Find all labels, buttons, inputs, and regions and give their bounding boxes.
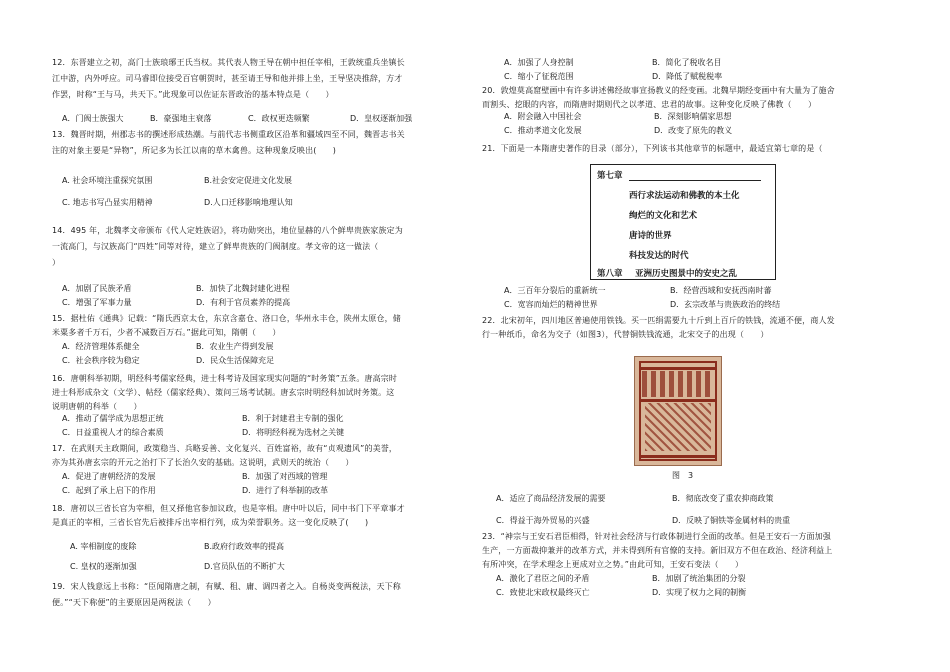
table-of-contents-figure — [590, 164, 776, 280]
q16-text-line: 说明唐朝的科举（ ） — [52, 402, 142, 411]
toc-chapter-7-label: 第七章 — [597, 171, 623, 181]
q15-option-c[interactable]: C．社会秩序较为稳定 — [62, 356, 140, 365]
q23-option-c[interactable]: C．致使北宋政权最终灭亡 — [496, 588, 590, 597]
q18-option-a[interactable]: A. 宰相制度的废除 — [70, 542, 137, 551]
q23-text-line: 有所冲突，在学术理念上更成对立之势。”由此可知，王安石变法（ ） — [482, 560, 744, 569]
q14-text-line: 一流高门，与汉族高门“四姓”同等对待，建立了鲜卑贵族的门阀制度。孝文帝的这一做法（ — [52, 242, 379, 251]
q21-option-d[interactable]: D．玄宗改革与贵族政治的终结 — [670, 300, 781, 309]
q17-text-line: 17．在武则天主政期间，政策稳当、兵略妥善、文化复兴、百姓富裕，故有“贞观遗风”的美誉， — [52, 444, 398, 453]
q12-option-c[interactable]: C．政权更迭频繁 — [248, 114, 310, 123]
figure-caption: 图 3 — [672, 471, 694, 480]
q16-option-a[interactable]: A．推动了儒学成为思想正统 — [62, 414, 164, 423]
q19-option-d[interactable]: D．降低了赋税税率 — [652, 72, 723, 81]
q14-option-d[interactable]: D．有利于官员素养的提高 — [196, 298, 291, 307]
q13-text-line: 13．魏晋时期，州郡志书的撰述形成热潮。与前代志书侧重政区沿革和疆域四至不同，魏晋志书关 — [52, 130, 405, 139]
q16-text-line: 16．唐朝科举初期，明经科考儒家经典，进士科考诗及国家现实问题的“时务策”五条。唐高宗时 — [52, 374, 398, 383]
toc-chapter-8-title: 亚洲历史图景中的安史之乱 — [635, 269, 738, 279]
q19-option-c[interactable]: C．缩小了征税范围 — [504, 72, 574, 81]
q14-option-a[interactable]: A．加剧了民族矛盾 — [62, 284, 132, 293]
toc-item: 绚烂的文化和艺术 — [629, 211, 698, 221]
q21-text-line: 21．下面是一本隋唐史著作的目录（部分），下列该书其他章节的标题中，最适宜第七章的是（ — [482, 144, 823, 153]
q14-option-c[interactable]: C．增强了军事力量 — [62, 298, 132, 307]
jiaozi-banknote-image — [634, 356, 722, 466]
q19-text-line: 便。”“天下称便”的主要原因是两税法（ ） — [52, 598, 216, 607]
q23-option-a[interactable]: A．激化了君臣之间的矛盾 — [496, 574, 590, 583]
q16-option-d[interactable]: D．将明经科视为选材之关键 — [242, 428, 345, 437]
q22-option-d[interactable]: D．反映了铜铁等金属材料的贵重 — [672, 516, 791, 525]
q20-option-d[interactable]: D．改变了原先的教义 — [654, 126, 733, 135]
q23-option-b[interactable]: B．加剧了统治集团的分裂 — [652, 574, 746, 583]
q19-option-a[interactable]: A．加强了人身控制 — [504, 58, 574, 67]
q17-text-line: 亦为其孙唐玄宗的开元之治打下了长治久安的基础。这说明，武则天的统治（ ） — [52, 458, 354, 467]
q23-text-line: 23．“神宗与王安石君臣相得，针对社会经济与行政体制进行全面的改革。但是王安石一方面加强 — [482, 532, 831, 541]
q13-option-d[interactable]: D.人口迁移影响地理认知 — [204, 198, 293, 207]
q20-text-line: 20．敦煌莫高窟壁画中有许多讲述佛经故事宣扬教义的经变画。北魏早期经变画中有大量为了施舍 — [482, 86, 835, 95]
q18-option-c[interactable]: C. 皇权的逐渐加强 — [70, 562, 137, 571]
q21-option-b[interactable]: B．经营西域和安抚西南时蕃 — [670, 286, 772, 295]
q12-option-d[interactable]: D．皇权逐渐加强 — [350, 114, 413, 123]
q12-text-line: 江中游，内外呼应。司马睿即位接受百官朝贺时，甚至请王导和他并排上坐，王导坚决推辞，方才 — [52, 74, 403, 83]
q17-option-c[interactable]: C．起到了承上启下的作用 — [62, 486, 156, 495]
q16-text-line: 进士科形成杂文（文学）、帖经（儒家经典）、策问三场考试制。唐玄宗时明经科加试时务策。这 — [52, 388, 395, 397]
q13-text-line: 注的对象主要是“异物”，所记多为长江以南的草木禽兽。这种现象反映出( ) — [52, 146, 337, 155]
q18-option-d[interactable]: D.官员队伍的不断扩大 — [204, 562, 285, 571]
q14-text-line: ） — [52, 258, 61, 267]
q15-option-a[interactable]: A．经济管理体系健全 — [62, 342, 140, 351]
q14-text-line: 14．495 年，北魏孝文帝颁布《代人定姓族诏》，将功勋突出，地位显赫的八个鲜卑贵族家族定为 — [52, 226, 403, 235]
q13-option-b[interactable]: B.社会安定促进文化发展 — [204, 176, 293, 185]
q22-text-line: 22．北宋初年，四川地区普遍使用铁钱。买一匹绢需要九十斤到上百斤的铁钱，流通不便，商人发 — [482, 316, 835, 325]
q20-text-line: 而割头、挖眼的内容，而隋唐时期则代之以孝道、忠君的故事。这种变化反映了佛教（ ） — [482, 100, 817, 109]
q22-option-a[interactable]: A．适应了商品经济发展的需要 — [496, 494, 606, 503]
q14-option-b[interactable]: B．加快了北魏封建化进程 — [196, 284, 290, 293]
q18-text-line: 18．唐初以三省长官为宰相，但又择他官参加议政，也是宰相。唐中叶以后，同中书门下平章事才 — [52, 504, 405, 513]
q19-text-line: 19．宋人钱意远上书称：“臣闻隋唐之制，有赋、租、庸、调四者之入。自杨炎变两税法，天下称 — [52, 582, 401, 591]
q12-text-line: 12．东晋建立之初，高门士族琅琊王氏当权。其代表人物王导在朝中担任宰相，王敦统重兵坐镇长 — [52, 58, 405, 67]
toc-item: 唐诗的世界 — [629, 231, 672, 241]
toc-blank-line — [629, 180, 761, 181]
q21-option-c[interactable]: C．宽容而灿烂的精神世界 — [504, 300, 598, 309]
q13-option-c[interactable]: C. 地志书写凸显实用精神 — [62, 198, 153, 207]
q17-option-d[interactable]: D．进行了科举制的改革 — [242, 486, 329, 495]
q16-option-c[interactable]: C．日益重视人才的综合素质 — [62, 428, 164, 437]
q17-option-b[interactable]: B．加强了对西域的管理 — [242, 472, 328, 481]
q22-text-line: 行一种纸币，命名为交子（如图3），代替铜铁钱流通，北宋交子的出现（ ） — [482, 330, 769, 339]
q17-option-a[interactable]: A．促进了唐朝经济的发展 — [62, 472, 156, 481]
toc-item: 西行求法运动和佛教的本土化 — [629, 191, 740, 201]
q15-option-b[interactable]: B．农业生产得到发展 — [196, 342, 274, 351]
q13-option-a[interactable]: A. 社会环境注重探究氛围 — [62, 176, 153, 185]
q22-option-c[interactable]: C．得益于海外贸易的兴盛 — [496, 516, 590, 525]
q12-option-a[interactable]: A．门阀士族强大 — [62, 114, 124, 123]
q15-option-d[interactable]: D．民众生活保障充足 — [196, 356, 275, 365]
q16-option-b[interactable]: B．利于封建君主专制的强化 — [242, 414, 344, 423]
q21-option-a[interactable]: A．三百年分裂后的重新统一 — [504, 286, 606, 295]
q15-text-line: 米粟多者千万石，少者不减数百万石。”据此可知，隋朝（ ） — [52, 328, 281, 337]
q12-text-line: 作罢，时称“王与马，共天下。”此现象可以佐证东晋政治的基本特点是（ ） — [52, 90, 334, 99]
q20-option-b[interactable]: B．深刻影响儒家思想 — [654, 112, 732, 121]
q15-text-line: 15．据杜佑《通典》记载：“隋氏西京太仓，东京含嘉仓、洛口仓，华州永丰仓，陕州太原仓，储 — [52, 314, 401, 323]
q22-option-b[interactable]: B．彻底改变了重农抑商政策 — [672, 494, 774, 503]
q20-option-c[interactable]: C．推动孝道文化发展 — [504, 126, 582, 135]
q20-option-a[interactable]: A．附会融入中国社会 — [504, 112, 582, 121]
q23-option-d[interactable]: D．实现了权力之间的制衡 — [652, 588, 747, 597]
q12-option-b[interactable]: B．豪强地主衰落 — [150, 114, 212, 123]
q23-text-line: 生产，一方面裁抑兼并的改革方式，并未得到所有官僚的支持。新旧双方不但在政治、经济利益上 — [482, 546, 833, 555]
q18-text-line: 是真正的宰相，三省长官先后被排斥出宰相行列，成为荣誉职务。这一变化反映了( ) — [52, 518, 369, 527]
toc-item: 科技发达的时代 — [629, 251, 689, 261]
q19-option-b[interactable]: B．简化了税收名目 — [652, 58, 722, 67]
q18-option-b[interactable]: B.政府行政效率的提高 — [204, 542, 285, 551]
toc-chapter-8-label: 第八章 — [597, 269, 623, 279]
